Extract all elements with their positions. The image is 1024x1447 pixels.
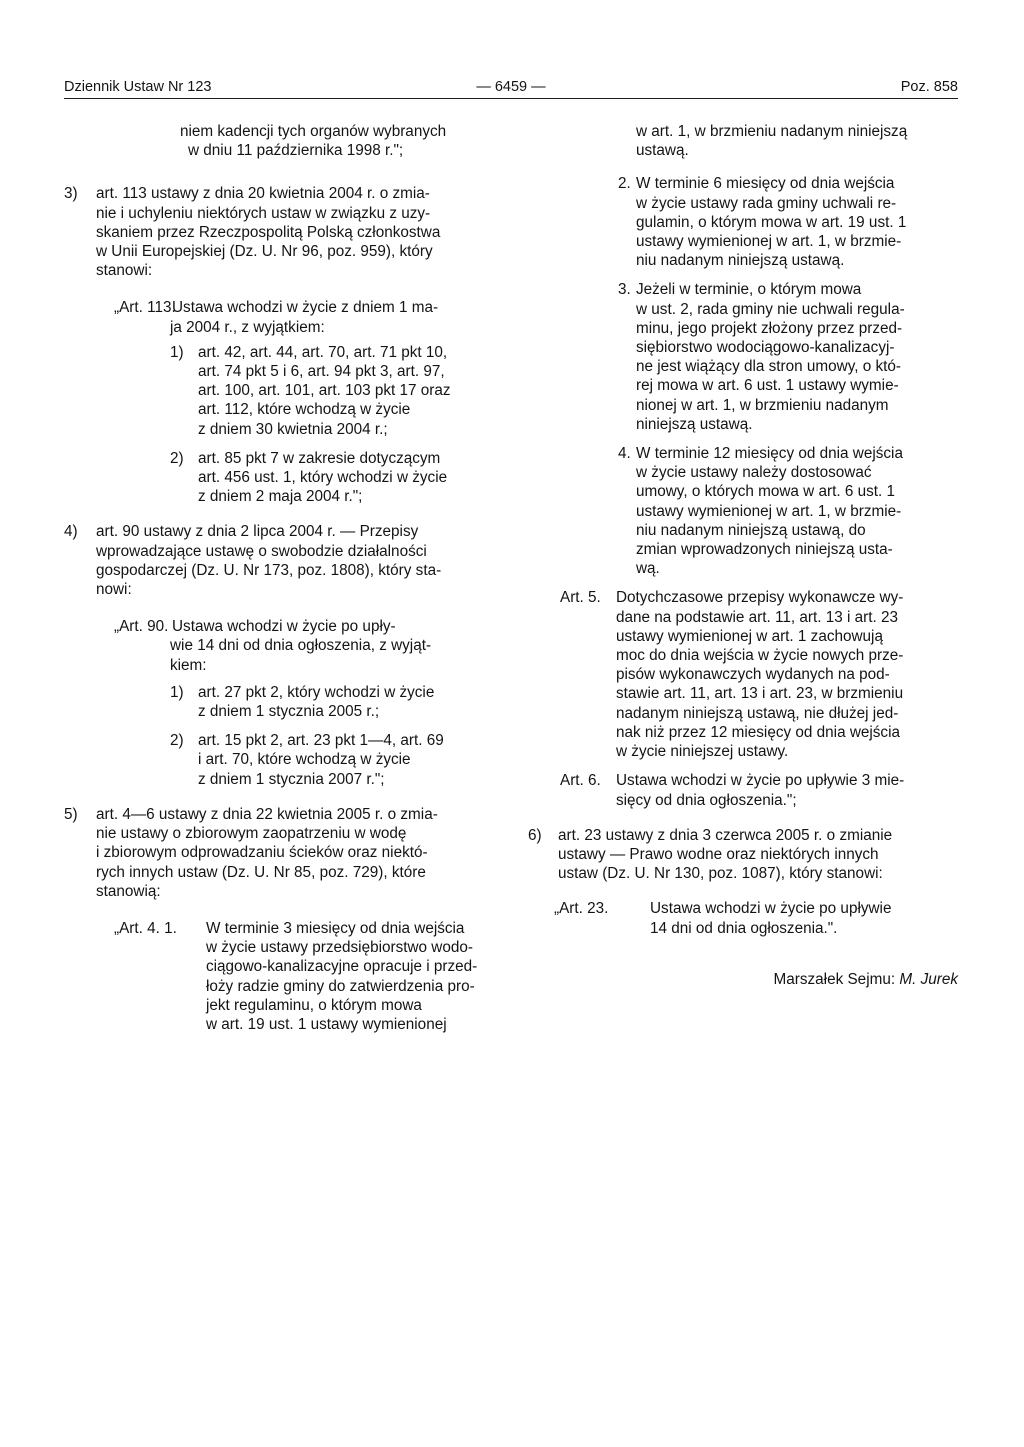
article-6: Art. 6. Ustawa wchodzi w życie po upływie 3 mie- sięcy od dnia ogłoszenia."; <box>560 772 905 809</box>
page-header <box>64 78 958 98</box>
amendment-item-5: 5) art. 4—6 ustawy z dnia 22 kwietnia 2005 r. o zmia- nie ustawy o zbiorowym zaopatrzeniu w wodę i zbiorowym odprowadzaniu ścieków oraz niektó- rych innych ustaw (Dz. U. Nr 85, poz. 729), które stanowią: <box>64 805 438 900</box>
signature <box>530 970 958 989</box>
article-5: Art. 5. Dotychczasowe przepisy wykonawcze wy- dane na podstawie art. 11, art. 13 i art. 23 ustawy wymienionej w art. 1 zachowują moc do dnia wejścia w życie nowych prze- pisów wykonawczych wydanych na pod- stawie art. 11, art. 13 i art. 23, w brzmieniu nadanym niniejszą ustawą, nie dłużej jed- nak niż przez 12 miesięcy od dnia wejścia w życie niniejszej ustawy. <box>560 589 904 761</box>
article-90: „Art. 90. Ustawa wchodzi w życie po upły- wie 14 dni od dnia ogłoszenia, z wyjąt- kiem: 1) art. 27 pkt 2, który wchodzi w życie z dniem 1 stycznia 2005 r.; 2) art. 15 pkt 2, art. 23 pkt 1—4, art. 69 i art. 70, które wchodzą w życie z dniem 1 stycznia 2007 r."; <box>70 617 504 789</box>
right-column <box>530 122 958 989</box>
left-column <box>64 122 504 1034</box>
position-number: Poz. 858 <box>900 79 958 95</box>
article-heading: „Art. 113. <box>114 299 176 317</box>
paragraph-2: 2. W terminie 6 miesięcy od dnia wejścia w życie ustawy rada gminy uchwali re- gulamin, o którym mowa w art. 19 ust. 1 ustawy wymienionej w art. 1, w brzmie- niu nadanym niniejszą ustawą. <box>618 175 907 270</box>
article-23: „Art. 23. Ustawa wchodzi w życie po upływie 14 dni od dnia ogłoszenia.". <box>554 900 892 937</box>
article-113: „Art. 113. Ustawa wchodzi w życie z dniem 1 ma- ja 2004 r., z wyjątkiem: 1) art. 42, art. 44, art. 70, art. 71 pkt 10, art. 74 pkt 5 i 6, art. 94 pkt 3, art. 97, art. 100, art. 101, art. 103 pkt 17 oraz art. 112, które wchodzą w życie z dniem 30 kwietnia 2004 r.; 2) art. 85 pkt 7 w zakresie dotyczącym art. 456 ust. 1, który wchodzi w życie z dniem 2 maja 2004 r."; <box>70 298 504 506</box>
article-113-point-1: 1) art. 42, art. 44, art. 70, art. 71 pkt 10, art. 74 pkt 5 i 6, art. 94 pkt 3, art. 97, art. 100, art. 101, art. 103 pkt 17 oraz art. 112, które wchodzą w życie z dniem 30 kwietnia 2004 r.; <box>170 343 451 438</box>
amendment-item-4: 4) art. 90 ustawy z dnia 2 lipca 2004 r. — Przepisy wprowadzające ustawę o swobodzie działalności gospodarczej (Dz. U. Nr 173, poz. 1808), który sta- nowi: <box>64 523 442 599</box>
signature-name: M. Jurek <box>899 970 958 988</box>
journal-title: Dziennik Ustaw Nr 123 <box>64 79 212 95</box>
amendment-item-6: 6) art. 23 ustawy z dnia 3 czerwca 2005 r. o zmianie ustawy — Prawo wodne oraz niektórych innych ustaw (Dz. U. Nr 130, poz. 1087), który stanowi: <box>528 826 893 883</box>
continuation-text: niem kadencji tych organów wybranych w dniu 11 października 1998 r."; <box>180 123 447 160</box>
article-113-point-2: 2) art. 85 pkt 7 w zakresie dotyczącym art. 456 ust. 1, który wchodzi w życie z dniem 2 maja 2004 r."; <box>170 449 448 506</box>
header-rule <box>64 98 958 99</box>
amendment-item-3: 3) art. 113 ustawy z dnia 20 kwietnia 2004 r. o zmia- nie i uchyleniu niektórych ustaw w związku z uzy- skaniem przez Rzeczpospolitą Polską członkostwa w Unii Europejskiej (Dz. U. Nr 96, poz. 959), który stanowi: <box>64 185 441 280</box>
article-90-point-1: 1) art. 27 pkt 2, który wchodzi w życie z dniem 1 stycznia 2005 r.; <box>170 683 435 721</box>
article-4: „Art. 4. 1. W terminie 3 miesięcy od dnia wejścia w życie ustawy przedsiębiorstwo wodo- ciągowo-kanalizacyjne opracuje i przed- łoży radzie gminy do zatwierdzenia pro- jekt regulaminu, o którym mowa w art. 19 ust. 1 ustawy wymienionej <box>114 919 478 1033</box>
continuation-text-right: w art. 1, w brzmieniu nadanym niniejszą ustawą. <box>636 123 908 160</box>
signature-label: Marszałek Sejmu: <box>773 970 896 988</box>
page-number: — 6459 — <box>476 79 546 95</box>
paragraph-3: 3. Jeżeli w terminie, o którym mowa w ust. 2, rada gminy nie uchwali regula- minu, jego projekt złożony przez przed- siębiorstwo wodociągowo-kanalizacyj- ne jest wiążący dla stron umowy, o któ- rej mowa w art. 6 ust. 1 ustawy wymie- nionej w art. 1, w brzmieniu nadanym niniejszą ustawą. <box>618 281 905 433</box>
paragraph-4: 4. W terminie 12 miesięcy od dnia wejścia w życie ustawy należy dostosować umowy, o których mowa w art. 6 ust. 1 ustawy wymienionej w art. 1, w brzmie- niu nadanym niniejszą ustawą, do zmian wprowadzonych niniejszą usta- wą. <box>618 445 903 578</box>
article-90-point-2: 2) art. 15 pkt 2, art. 23 pkt 1—4, art. 69 i art. 70, które wchodzą w życie z dniem 1 stycznia 2007 r."; <box>170 732 444 788</box>
item-number: 3) <box>64 185 78 203</box>
